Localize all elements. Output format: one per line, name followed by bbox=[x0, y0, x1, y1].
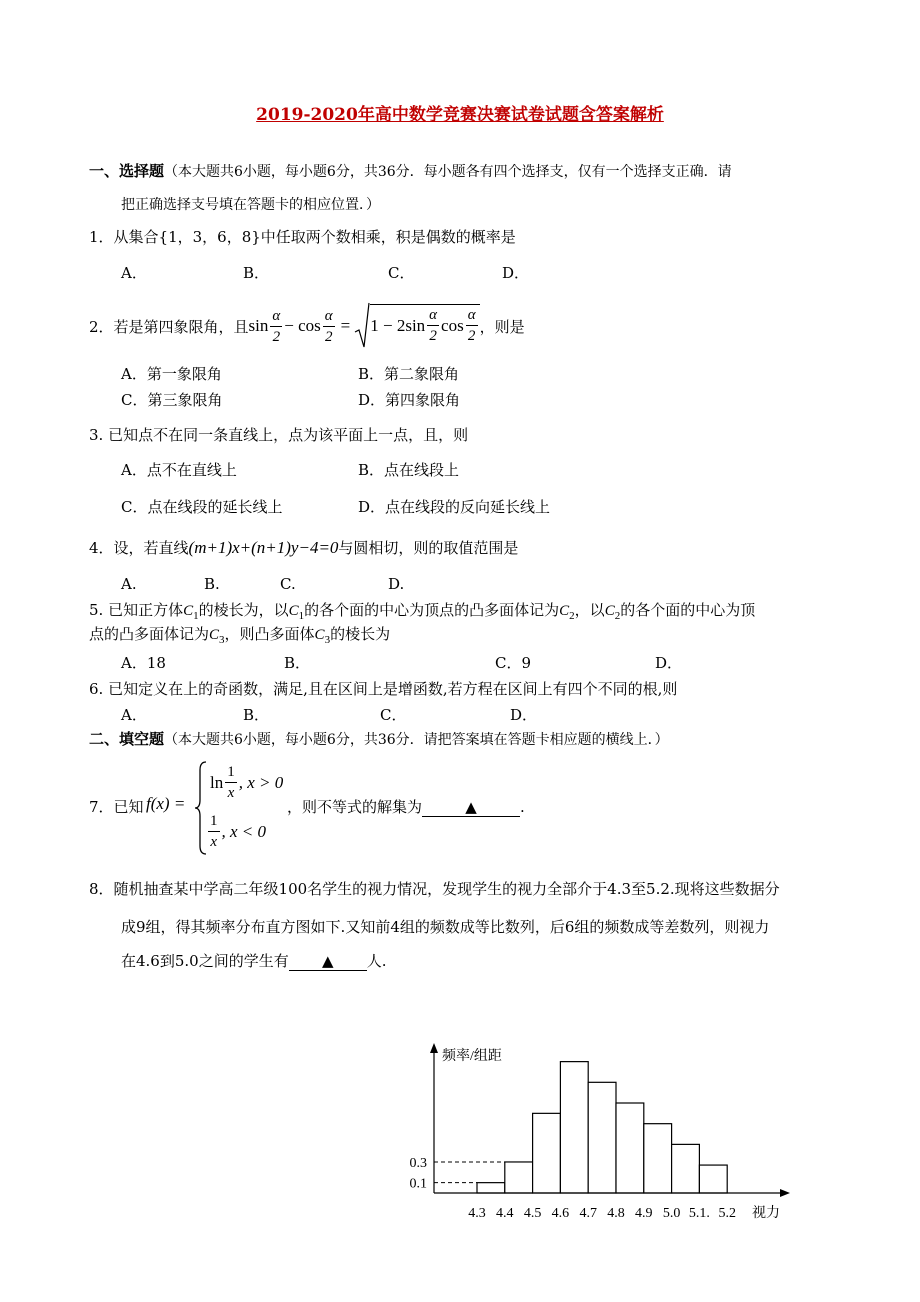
sqrt-sign-icon bbox=[354, 302, 370, 350]
section2-note: （本大题共6小题，每小题6分，共36分．请把答案填在答题卡相应题的横线上．） bbox=[164, 732, 669, 748]
q5-line2-a: 点的凸多面体记为 bbox=[89, 625, 210, 643]
q5-c3 bbox=[209, 627, 225, 646]
q2-frac-3 bbox=[427, 305, 439, 346]
q7-x: x bbox=[210, 834, 218, 850]
histogram-bar bbox=[505, 1162, 533, 1193]
q7-case2 bbox=[206, 811, 266, 852]
q7-prefix: 7．已知 bbox=[89, 798, 144, 816]
histogram-chart bbox=[380, 1030, 800, 1230]
q5-option-c: C．9 bbox=[495, 654, 532, 672]
q2-two: 2 bbox=[272, 328, 281, 345]
q5-option-d: D． bbox=[655, 654, 683, 672]
q3-option-d: D．点在线段的反向延长线上 bbox=[358, 498, 551, 516]
x-tick-label: 4.8 bbox=[607, 1206, 625, 1221]
q8-line3-a: 在4.6到5.0之间的学生有 bbox=[121, 952, 289, 970]
q2-one-minus-two-sin: 1 − 2sin bbox=[370, 315, 426, 335]
q7-case1-cond: , x > 0 bbox=[238, 772, 284, 792]
q1-option-a: A． bbox=[121, 264, 147, 282]
q5-c3b-sub: 3 bbox=[324, 634, 331, 646]
q2-frac-1 bbox=[270, 306, 282, 347]
q6-option-b: B． bbox=[243, 706, 270, 724]
q5-c2-letter: C bbox=[559, 603, 570, 619]
q5-c2b-sub: 2 bbox=[614, 610, 621, 622]
q1-option-c: C． bbox=[388, 264, 415, 282]
q7-ln: ln bbox=[210, 772, 224, 792]
q7-fx: f(x) = bbox=[146, 794, 186, 813]
q4-prefix: 4．设，若直线 bbox=[89, 539, 189, 557]
q2-equals: = bbox=[340, 316, 351, 335]
q6-option-d: D． bbox=[510, 706, 538, 724]
q2-frac-2 bbox=[323, 306, 335, 347]
x-tick-label: 4.3 bbox=[468, 1206, 486, 1221]
histogram-bar bbox=[560, 1062, 588, 1193]
histogram-bar bbox=[616, 1103, 644, 1193]
q2-prefix: 2．若是第四象限角，且 bbox=[89, 317, 249, 336]
y-axis-label: 频率/组距 bbox=[442, 1049, 502, 1064]
x-axis-label: 视力 bbox=[752, 1206, 780, 1221]
q5-line1-c: 的各个面的中心为顶点的凸多面体记为 bbox=[304, 601, 560, 619]
q5-line1 bbox=[89, 599, 755, 622]
q7-suffix: ，则不等式的解集为 bbox=[287, 798, 423, 816]
q5-c1 bbox=[183, 603, 199, 622]
q3-option-c: C．点在线段的延长线上 bbox=[121, 498, 283, 516]
q5-c1-letter: C bbox=[183, 603, 194, 619]
q4-option-c: C. bbox=[280, 575, 296, 593]
y-tick-label: 0.3 bbox=[409, 1155, 427, 1171]
q5-line1-b: 的棱长为，以 bbox=[198, 601, 289, 619]
q2-alpha: α bbox=[466, 305, 478, 326]
q2-cos: cos bbox=[441, 315, 464, 335]
q8-line3-b: 人. bbox=[366, 952, 387, 970]
q1-text: 1．从集合{1，3，6，8}中任取两个数相乘，积是偶数的概率是 bbox=[89, 228, 516, 246]
q4-suffix: 与圆相切，则的取值范围是 bbox=[338, 539, 519, 557]
q2-alpha: α bbox=[427, 305, 439, 326]
q2-two: 2 bbox=[429, 328, 437, 344]
q7-end: . bbox=[520, 798, 525, 816]
q5-c1b-sub: 1 bbox=[298, 610, 305, 622]
q6-option-c: C． bbox=[380, 706, 407, 724]
q5-c3b-letter: C bbox=[314, 627, 325, 643]
q6-text: 6. 已知定义在上的奇函数，满足,且在区间上是增函数,若方程在区间上有四个不同的根,则 bbox=[89, 680, 678, 698]
q7-one: 1 bbox=[208, 811, 220, 832]
q3-text: 3. 已知点不在同一条直线上，点为该平面上一点，且，则 bbox=[89, 426, 469, 444]
q5-c1b-letter: C bbox=[288, 603, 299, 619]
q5-line2 bbox=[89, 623, 390, 646]
x-tick-label: 4.9 bbox=[635, 1206, 653, 1221]
q4-option-b: B. bbox=[204, 575, 220, 593]
q5-line2-c: 的棱长为 bbox=[330, 625, 391, 643]
x-tick-label: 4.6 bbox=[551, 1206, 570, 1221]
q7-case2-cond: , x < 0 bbox=[221, 821, 267, 841]
q5-line1-a: 5. 已知正方体 bbox=[89, 601, 184, 619]
section1-heading: 一、选择题 bbox=[89, 162, 165, 180]
q2-two: 2 bbox=[324, 328, 333, 345]
q7-x: x bbox=[227, 785, 235, 801]
histogram-bar bbox=[672, 1144, 700, 1193]
q5-c3-letter: C bbox=[209, 627, 220, 643]
q5-c3b bbox=[314, 627, 331, 646]
q5-line1-e: 的各个面的中心为顶 bbox=[620, 601, 756, 619]
section1-note: （本大题共6小题，每小题6分，共36分．每小题各有四个选择支，仅有一个选择支正确．请 bbox=[164, 164, 732, 180]
q3-option-a: A．点不在直线上 bbox=[121, 461, 237, 479]
q5-c1b bbox=[288, 603, 305, 622]
x-tick-label: 4.7 bbox=[579, 1206, 597, 1221]
q7-case2-frac bbox=[208, 811, 220, 852]
q2-suffix: ，则是 bbox=[479, 317, 525, 336]
q4-option-a: A. bbox=[121, 575, 137, 593]
histogram-bar bbox=[588, 1082, 616, 1193]
q7-answer-blank bbox=[422, 798, 520, 817]
q8-line2: 成9组，得其频率分布直方图如下.又知前4组的频数成等比数列，后6组的频数成等差数列，则视力 bbox=[121, 918, 770, 936]
section2-header bbox=[89, 728, 669, 749]
q5-c2b-letter: C bbox=[604, 603, 615, 619]
q2-option-c: C．第三象限角 bbox=[121, 391, 223, 409]
histogram-bar bbox=[477, 1183, 505, 1193]
q5-c2b bbox=[604, 603, 621, 622]
q2-frac-4 bbox=[466, 305, 478, 346]
x-axis-arrow-icon bbox=[780, 1189, 790, 1197]
triangle-icon: ▲ bbox=[465, 798, 477, 816]
x-tick-label: 5.2 bbox=[718, 1206, 736, 1221]
q2-radicand bbox=[370, 304, 479, 346]
q4-stem bbox=[89, 537, 518, 558]
q5-line1-d: ，以 bbox=[574, 601, 605, 619]
q6-option-a: A． bbox=[121, 706, 147, 724]
q7-one: 1 bbox=[225, 762, 237, 783]
q2-option-b: B．第二象限角 bbox=[358, 365, 460, 383]
q8-answer-blank bbox=[289, 952, 367, 971]
q1-option-d: D． bbox=[502, 264, 530, 282]
histogram-bar bbox=[699, 1165, 727, 1193]
q7-case1 bbox=[210, 762, 283, 803]
q7-answer bbox=[287, 796, 525, 817]
triangle-icon: ▲ bbox=[321, 952, 334, 970]
q2-two: 2 bbox=[467, 328, 476, 344]
q8-line1: 8．随机抽查某中学高二年级100名学生的视力情况，发现学生的视力全部介于4.3至5.2.现将这些数据分 bbox=[89, 880, 780, 898]
page-title: 2019-2020年高中数学竞赛决赛试卷试题含答案解析 bbox=[256, 105, 664, 125]
q2-alpha: α bbox=[323, 306, 335, 327]
q2-alpha: α bbox=[270, 306, 282, 327]
section1-note-line2: 把正确选择支号填在答题卡的相应位置．） bbox=[121, 197, 380, 213]
y-tick-label: 0.1 bbox=[409, 1176, 427, 1192]
x-tick-label: 4.5 bbox=[523, 1206, 542, 1221]
q3-option-b: B．点在线段上 bbox=[358, 461, 460, 479]
q4-equation: (m+1)x+(n+1)y−4=0 bbox=[188, 538, 339, 557]
q5-c3-sub: 3 bbox=[219, 634, 225, 646]
q2-sin: sin bbox=[248, 316, 269, 335]
q5-option-b: B． bbox=[284, 654, 311, 672]
section2-heading: 二、填空题 bbox=[89, 730, 165, 748]
q2-option-d: D．第四象限角 bbox=[358, 391, 461, 409]
q5-c2 bbox=[559, 603, 575, 622]
x-tick-label: 4.4 bbox=[496, 1206, 514, 1221]
histogram-bar bbox=[533, 1113, 561, 1193]
q7-case1-frac bbox=[225, 762, 237, 803]
q2-option-a: A．第一象限角 bbox=[121, 365, 222, 383]
q1-option-b: B． bbox=[243, 264, 270, 282]
x-tick-label: 5.0 bbox=[662, 1206, 681, 1221]
q4-option-d: D. bbox=[388, 575, 405, 593]
section1-header bbox=[89, 160, 732, 181]
q8-line3 bbox=[121, 950, 387, 971]
x-tick-label: 5.1. bbox=[688, 1206, 710, 1221]
q2-minus-cos: − cos bbox=[284, 316, 321, 335]
q2-stem bbox=[89, 302, 525, 350]
q5-c1-sub: 1 bbox=[193, 610, 199, 622]
y-axis-arrow-icon bbox=[430, 1043, 438, 1053]
q5-c2-sub: 2 bbox=[569, 610, 575, 622]
q5-line2-b: ，则凸多面体 bbox=[224, 625, 315, 643]
histogram-bar bbox=[644, 1124, 672, 1193]
q5-option-a: A．18 bbox=[121, 654, 166, 672]
